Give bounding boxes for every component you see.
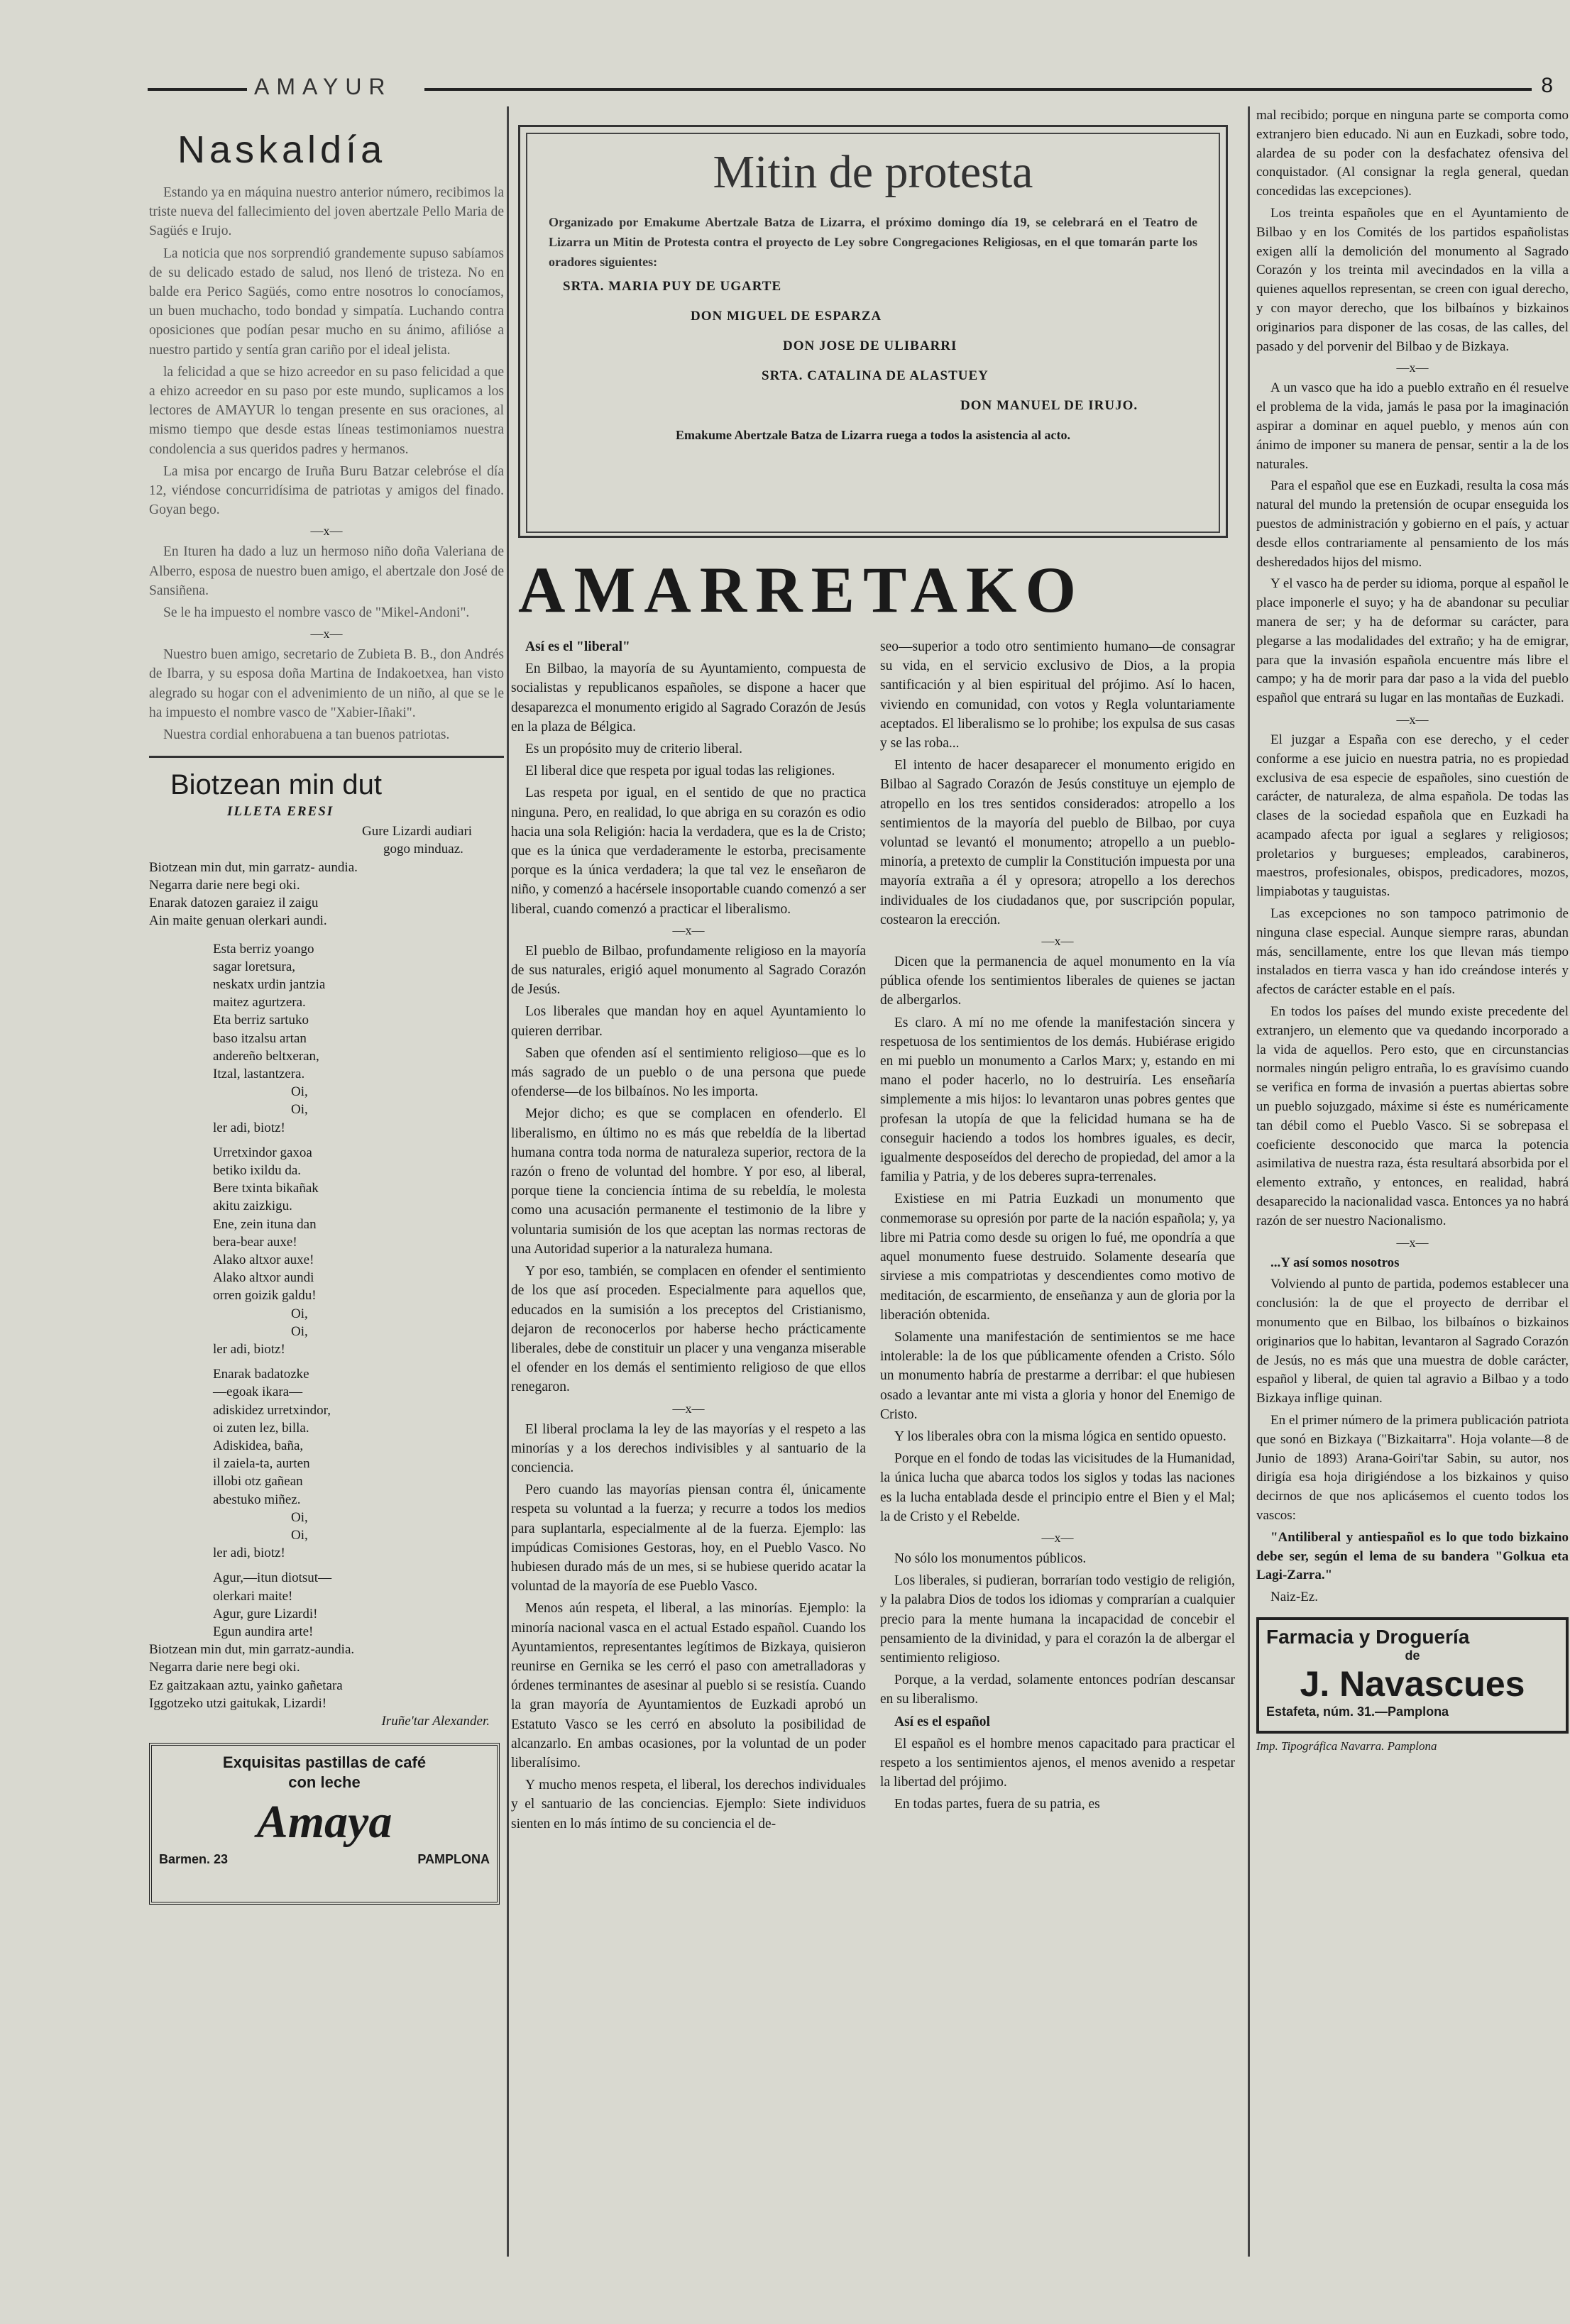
paragraph: Porque, a la verdad, solamente entonces podrían descansar en su liberalismo. [880,1673,1235,1707]
poem-line: olerkari maite! [213,1588,293,1604]
poem-line: oi zuten lez, billa. [213,1420,309,1436]
ad-address: Barmen. 23 [159,1852,229,1867]
poem-line: Agur, gure Lizardi! [213,1606,318,1621]
poem-line: Oi, [291,1323,308,1339]
poem-line: Eta berriz sartuko [213,1013,309,1028]
poem-line: maitez agurtzera. [213,995,306,1010]
poem-line: bera-bear auxe! [213,1234,297,1250]
poem-line: Biotzean min dut, min garratz- aundia. [149,859,358,875]
paragraph: En el primer número de la primera publicación patriota que sonó en Bizkaya ("Bizkaitarra". Hoja volante—8 de Junio de 1893) Arana-Goiri'tar Sabin, su autor, nos dirigía esa hoja dirigiéndose a los bizkainos y quiso decirnos de que nos aplicásemos el cuento todos los vascos: [1256,1413,1569,1523]
poem-line: il zaiela-ta, aurten [213,1456,310,1472]
paragraph: la felicidad a que se hizo acreedor en su paso felicidad a que a ehizo acreedor en su paso por este mundo, suplicamos a los lectores de AMAYUR lo tengan presente en sus oraciones, al mismo tiempo que desde estas líneas testimoniamos nuestra condolencia a sus queridos padres y hermanos. [149,364,504,457]
paragraph: En todas partes, fuera de su patria, es [894,1797,1100,1812]
ad-city: PAMPLONA [417,1852,490,1867]
poem-line: gogo minduaz. [383,842,463,857]
masthead-rule-right [424,88,1532,91]
paragraph: El liberal proclama la ley de las mayorías y el respeto a las minorías y a los derechos indivisibles y al santuario de la conciencia. [511,1421,866,1475]
mitin-inner [526,133,1220,533]
paragraph: Para el español que ese en Euzkadi, resulta la cosa más natural del mundo la pretensión de ocupar enseguida los puestos de administración y gobierno en el país, y actuar desde ellos contrariamente al pensamiento de los más desheredados hijos del mismo. [1256,478,1569,570]
separator: —x— [1396,360,1429,375]
poem-line: Agur,—itun diotsut— [213,1570,332,1586]
separator: —x— [672,923,705,937]
mitin-close: Emakume Abertzale Batza de Lizarra ruega a todos la asistencia al acto. [676,428,1070,442]
amaya-advertisement [149,1743,500,1905]
speaker: DON MANUEL DE IRUJO. [960,398,1138,413]
poem-line: Oi, [291,1102,308,1118]
paragraph: Los liberales que mandan hoy en aquel Ayuntamiento lo quieren derribar. [511,1004,866,1039]
speaker: SRTA. CATALINA DE ALASTUEY [762,368,989,383]
poem-line: Negarra darie nere begi oki. [149,877,300,893]
ad-brand: Amaya [256,1796,392,1849]
biotzean-poem [149,822,504,1730]
poem-line: Ez gaitzakaan aztu, yainko gañetara [149,1678,343,1693]
ad-brand: J. Navascues [1300,1663,1525,1704]
poem-line: Oi, [291,1509,308,1525]
poem-line: adiskidez urretxindor, [213,1402,331,1418]
paragraph: En Ituren ha dado a luz un hermoso niño doña Valeriana de Alberro, esposa de nuestro buen amigo, el abertzale don José de Sansiñena. [149,544,504,598]
poem-line: Ene, zein ituna dan [213,1216,317,1232]
poem-line: illobi otz gañean [213,1474,303,1489]
column-divider [507,106,509,2257]
separator: —x— [310,627,343,641]
ad-address: Estafeta, núm. 31.—Pamplona [1266,1704,1449,1719]
mitin-intro: Organizado por Emakume Abertzale Batza de Lizarra, el próximo domingo día 19, se celebrará en el Teatro de Lizarra un Mitin de Protesta contra el proyecto de Ley sobre Congregaciones Religiosas, en el que tomarán parte los oradores siguientes: [549,215,1197,269]
poem-line: Oi, [291,1528,308,1543]
separator: —x— [672,1401,705,1416]
poem-line: Negarra darie nere begi oki. [149,1660,300,1675]
masthead-title: AMAYUR [254,74,392,99]
imprint: Imp. Tipográfica Navarra. Pamplona [1256,1739,1437,1753]
separator: —x— [1041,934,1074,949]
paragraph: Dicen que la permanencia de aquel monumento en la vía pública ofende los sentimientos liberales de quienes se jactan de albergarlos. [880,954,1235,1008]
paragraph: Los liberales, si pudieran, borrarían todo vestigio de religión, y la palabra Dios de todos los idiomas y comprarían a cualquier precio para la mente humana la incapacidad de concebir el pensamiento de la divinidad, y para el corazón la de albergar el sentimiento religioso. [880,1573,1235,1665]
poem-line: Enarak badatozke [213,1367,309,1382]
paragraph: Es claro. A mí no me ofende la manifestación sincera y respetuosa de los sentimientos de los demás. Hubiérase erigido en mi pueblo un monumento a Carlos Marx; y, estando en mi mano el poder hacerlo, no lo destruiría. Les enseñaría simplemente a mis hijos: lo levantaron unas pobres gentes que profesan la utopía de que la felicidad humana se ha de conseguir haciendo a todos los hombres iguales, es decir, igualmente desposeídos del derecho de propiedad, del amor a la familia y Patria, y de los deberes supra-terrenales. [880,1015,1235,1185]
paragraph: Y por eso, también, se complacen en ofender el sentimiento de los que así proceden. Especialmente para aquellos que, educados en la sumisión a los preceptos del Cristianismo, dejaron de reconocerlos por haberse hecho prácticamente liberales, debe de constituir un placer y una venganza miserable el ofender en los demás el sentimiento religioso de que ellos renegaron. [511,1264,866,1395]
paragraph: El intento de hacer desaparecer el monumento erigido en Bilbao al Sagrado Corazón de Jesús constituye un ejemplo de atropello en los tres sentidos considerados: atropello a los sentimientos de la mayoría del pueblo de Bilbao, por cuya voluntad se levantó el monumento; atropello a un pueblo-minoría, a pretexto de cumplir la Constitución impuesta por una mayoría extraña a él y opresora; atropello a los derechos individuales de los ciudadanos que, por suscripción popular, costearon la erección. [880,758,1235,927]
amarretako-title: AMARRETAKO [518,554,1085,626]
paragraph: No sólo los monumentos públicos. [894,1551,1087,1566]
paragraph: Pero cuando las mayorías piensan contra él, únicamente respeta su voluntad a la fuerza; y recurre a todos los medios para suplantarla, especialmente al de la fuerza. Ejemplo: las impúdicas Comisiones Gestoras, hoy, en el Pueblo Vasco. No hubiesen durado más de un mes, si se hubiese querido acatar la voluntad de la mayoría de ese Pueblo Vasco. [511,1482,866,1595]
poem-line: betiko ixildu da. [213,1162,302,1178]
left-column [149,106,504,2292]
paragraph: "Antiliberal y antiespañol es lo que todo bizkaino debe ser, según el lema de su bandera "Golkua eta Lagi-Zarra." [1256,1529,1569,1583]
paragraph: La noticia que nos sorprendió grandemente supuso sabíamos de su delicado estado de salud, nos llenó de tristeza. No en balde era Perico Sagüés, como entre nosotros lo conocíamos, un buen muchacho, todo bondad y simpatía. Luchando contra oposiciones que podían pesar mucho en su ánimo, afilióse a nuestro partido y sentía gran cariño por el ideal jelista. [149,246,504,358]
masthead-rule-left [148,88,247,91]
paragraph: Nuestra cordial enhorabuena a tan buenos patriotas. [163,727,450,743]
paragraph: Nuestro buen amigo, secretario de Zubieta B. B., don Andrés de Ibarra, y su esposa doña Martina de Indakoetxea, han visto alegrado su hogar con el advenimiento de un niño, al que se le ha impuesto el nombre vasco de "Xabier-Iñaki". [149,647,504,720]
paragraph: A un vasco que ha ido a pueblo extraño en él resuelve el problema de la vida, jamás le pasa por la imaginación aspirar a dominar en aquel pueblo, y menos aún con ánimo de imponer su manera de pensar, sentir a la de los naturales. [1256,380,1569,472]
poem-line: akitu zaizkigu. [213,1199,292,1214]
signature: Naiz-Ez. [1270,1590,1318,1605]
farmacia-advertisement [1256,1617,1569,1734]
poem-line: andereño beltxeran, [213,1048,319,1064]
poem-line: Biotzean min dut, min garratz-aundia. [149,1642,355,1658]
poem-line: Adiskidea, baña, [213,1438,304,1453]
poem-line: Esta berriz yoango [213,941,314,957]
paragraph: El pueblo de Bilbao, profundamente religioso en la mayoría de sus naturales, erigió aquel monumento al Sagrado Corazón de Jesús. [511,943,866,998]
paragraph: En Bilbao, la mayoría de su Ayuntamiento, compuesta de socialistas y republicanos españoles, se dispone a hacer que desaparezca el monumento erigido al Sagrado Corazón de Jesús en la plaza de Bélgica. [511,661,866,734]
paragraph: El español es el hombre menos capacitado para practicar el respeto a los sentimientos ajenos, el menos avenido a respetar la libertad del prójimo. [880,1736,1235,1790]
paragraph: mal recibido; porque en ninguna parte se comporta como extranjero bien educado. Ni aun en Euzkadi, sobre todo, alardea de su poder con la desfachatez ofensiva del conquistador. (Al consignar la regla general, quedan concedidas las excepciones). [1256,108,1569,199]
paragraph: Estando ya en máquina nuestro anterior número, recibimos la triste nueva del fallecimiento del joven abertzale Pello Maria de Sagüés e Irujo. [149,185,504,239]
mitin-title: Mitin de protesta [713,146,1033,198]
ad-line: con leche [288,1773,361,1792]
amarretako-columns [511,637,1235,1836]
paragraph: El juzgar a España con ese derecho, y el ceder conforme a ese juicio en nuestra patria, no es propiedad exclusiva de esa especie de españoles, sino cuestión de carácter, de naturaleza, de alma española. De todas las clases de la sociedad española que en Euzkadi ha acampado afecta por igual a seglares y religiosos; proletarios y burgueses; empleados, carabineros, maestros, profesionales, obispos, predicadores, mozos, limpiabotas y tauguistas. [1256,732,1569,900]
amarretako-col-b [880,637,1235,1836]
poem-line: Alako altxor auxe! [213,1252,314,1267]
poem-line: —egoak ikara— [213,1384,303,1400]
poem-line: orren goizik galdu! [213,1288,317,1304]
section-divider [149,756,504,758]
paragraph: Y el vasco ha de perder su idioma, porque al español le place imponerle el suyo; y ha de abandonar su peculiar manera de ser; y ha de deformar su carácter, para plegarse a las modalidades del extraño; y ha de emigrar, para que la invasión española encuentre más libre el campo; y ha de morir para dar paso a la vida del pueblo español que entrará su lugar en las montañas de Euzkadi. [1256,576,1569,706]
speaker: SRTA. MARIA PUY DE UGARTE [563,279,782,294]
paragraph: Solamente una manifestación de sentimientos se me hace intolerable: la de los que públicamente ofenden a Cristo. Sólo un monumento habría de prestarme a derribar: el que hubiesen osado a levantar ante mi vista a gloria y honor del Enemigo de Cristo. [880,1329,1235,1422]
amarretako-col-a [511,637,866,1836]
ad-line: Farmacia y Droguería [1266,1625,1470,1648]
biotzean-title: Biotzean min dut [170,769,382,801]
paragraph: El liberal dice que respeta por igual todas las religiones. [525,764,835,779]
poem-line: Alako altxor aundi [213,1270,314,1286]
paragraph: Mejor dicho; es que se complacen en ofenderlo. El liberalismo, en último no es más que rebeldía de la libertad humana contra toda norma de naturaleza superior, rectora de la razón o freno de voluntad del hombre. Y por eso, al liberal, porque tiene la conciencia íntima de su rebeldía, le molesta como una acusación permanente el testimonio de la libre y voluntaria sumisión de los que aceptan las normas rectoras de una Autoridad superior a la naturaleza humana. [511,1106,866,1257]
biotzean-subtitle: ILLETA ERESI [227,804,334,820]
speaker: DON MIGUEL DE ESPARZA [691,309,882,324]
speaker: DON JOSE DE ULIBARRI [783,338,957,353]
poem-line: neskatx urdin jantzia [213,976,326,992]
paragraph: Menos aún respeta, el liberal, a las minorías. Ejemplo: la minoría nacional vasca en el actual Estado español. Cuando los Ayuntamientos, representantes legítimos de Bizkaya, quisieron reunirse en Gernika se les cerró el paso con ametralladoras y órdenes terminantes de asesinar al pueblo si se resistía. Cuando la gran mayoría de Ayuntamientos de Euzkadi aprobó un Estatuto Vasco se les cerró en absoluto la posibilidad de alcanzarlo. En ambas ocasiones, por la voluntad de un poder liberalísimo. [511,1601,866,1770]
subheading: Así es el español [894,1714,990,1729]
ad-line: de [1405,1648,1420,1663]
poem-line: ler adi, biotz! [213,1546,285,1561]
paragraph: Y los liberales obra con la misma lógica en sentido opuesto. [894,1428,1226,1444]
paragraph: La misa por encargo de Iruña Buru Batzar celebróse el día 12, viéndose concurridísima de patriotas y amigos del finado. Goyan bego. [149,463,504,518]
paragraph: Es un propósito muy de criterio liberal. [525,742,742,757]
poem-line: Gure Lizardi audiari [362,824,473,839]
paragraph: Las respeta por igual, en el sentido de que no practica ninguna. Pero, en realidad, lo que abriga en su corazón es odio hacia una sola Religión: hacia la verdadera, que es la de Cristo; que es la única que verdaderamente le estorba, precisamente porque es la única verdadera; la que tal vez le enseñaron de niño, y comenzó a hacérsele insoportable cuando comenzó a ser liberal, cuando comenzó a practicar el liberalismo. [511,786,866,917]
poem-line: Enarak datozen garaiez il zaigu [149,896,319,911]
poem-line: Oi, [291,1084,308,1100]
paragraph: Los treinta españoles que en el Ayuntamiento de Bilbao y en los Comités de los partidos españolistas exigen allí la demolición del monumento al Sagrado Corazón y los treinta mil avecindados en la villa a quienes aquellos representan, se creen con igual derecho, y con mayor derecho, que los bilbaínos y bizkainos originarios para disponer de las cosas, de las calles, del pasado y del porvenir del Bilbao y de Bizkaya. [1256,205,1569,354]
paragraph: Se le ha impuesto el nombre vasco de "Mikel-Andoni". [163,605,470,621]
poem-line: ler adi, biotz! [213,1341,285,1357]
poem-line: Urretxindor gaxoa [213,1145,312,1160]
poem-line: ler adi, biotz! [213,1120,285,1135]
subheading: Así es el "liberal" [525,639,630,654]
poem-line: Ain maite genuan olerkari aundi. [149,913,327,929]
paragraph: Volviendo al punto de partida, podemos establecer una conclusión: la de que el proyecto de derribar el monumento que en Bilbao, los bilbaínos o bizkainos originarios que lo habitan, levantaron al Sagrado Corazón de Jesús, no es más que una muestra de doble carácter, español y liberal, de quien tal agravio a Bilbao y a todo Bizkaya inflige quinan. [1256,1277,1569,1406]
poem-line: abestuko miñez. [213,1492,301,1507]
paragraph: seo—superior a todo otro sentimiento humano—de consagrar su vida, en el servicio exclusivo de Dios, a la propia santificación y al bien espiritual del prójimo. Así lo hacen, viviendo en comunidad, con votos y Regla voluntariamente aceptados. El liberalismo se lo prohibe; los expulsa de sus casas y se las roba... [880,639,1235,751]
column-divider [1248,106,1250,2257]
page-number: 8 [1541,74,1553,97]
separator: —x— [1041,1530,1074,1545]
subheading: ...Y así somos nosotros [1270,1255,1400,1270]
poem-line: Bere txinta bikañak [213,1181,319,1196]
poem-line: Egun aundira arte! [213,1624,314,1640]
separator: —x— [1396,712,1429,727]
naskaldia-title: Naskaldía [177,128,387,171]
paragraph: Y mucho menos respeta, el liberal, los derechos individuales y el santuario de las conciencias. Ejemplo: Siete individuos sienten en lo más íntimo de su conciencia el de- [511,1778,866,1832]
paragraph: Existiese en mi Patria Euzkadi un monumento que conmemorase su opresión por parte de la nación española; y, ya libre mi Patria como desde su origen lo fué, me opondría a que aquel monumento fuese destruido. Solamente desearía que sirviese a mis compatriotas y descendientes como motivo de meditación, de escarmiento, de enseñanza y aun de gloria por la liberación obtenida. [880,1191,1235,1323]
separator: —x— [1396,1235,1429,1250]
separator: —x— [310,524,343,539]
masthead [148,74,1553,102]
naskaldia-article [149,183,504,744]
ad-footer [159,1852,490,1867]
mitin-box [518,125,1228,538]
poem-line: Oi, [291,1306,308,1321]
ad-line: Exquisitas pastillas de café [222,1753,427,1772]
poem-line: sagar loretsura, [213,959,296,974]
right-column [1256,106,1569,2292]
center-column [511,106,1235,2292]
poem-line: Iggotzeko utzi gaitukak, Lizardi! [149,1695,327,1711]
paragraph: Las excepciones no son tampoco patrimonio de ninguna clase especial. Aunque siempre raras, abundan más, sencillamente, entre los que llevan más tiempo instalados en tierra vasca y han ido creándose interés y afectos de carácter estable en el país. [1256,906,1569,998]
poem-line: baso itzalsu artan [213,1030,307,1046]
paragraph: En todos los países del mundo existe precedente del extranjero, un elemento que va quedando incorporado a la vida de aquellos. Pero esto, que en circunstancias normales ningún peligro entraña, lo es gravísimo cuando se verifica en forma de invasión a puertas abiertas sobre un pueblo sojuzgado, máxime si éste es numéricamente tan débil como el Pueblo Vasco. Si se sobrepasa el coeficiente desconocido que marca la potencia asimilativa de nuestra raza, ésta resultará absorbida por el elemento extraño, y entonces, en realidad, habrá desaparecido la nacionalidad vasca. Entonces ya no habrá razón de ser nuestro Nacionalismo. [1256,1004,1569,1228]
poem-author: Iruñe'tar Alexander. [381,1714,490,1729]
paragraph: Porque en el fondo de todas las vicisitudes de la Humanidad, la única lucha que abarca todos los siglos y todas las naciones es la lucha entablada desde el principio entre el Bien y el Mal; la de Cristo y el Rebelde. [880,1451,1235,1524]
poem-line: Itzal, lastantzera. [213,1066,305,1081]
paragraph: Saben que ofenden así el sentimiento religioso—que es lo más sagrado de un pueblo o de una persona que puede ofenderse—de los bilbaínos. No les importa. [511,1045,866,1100]
